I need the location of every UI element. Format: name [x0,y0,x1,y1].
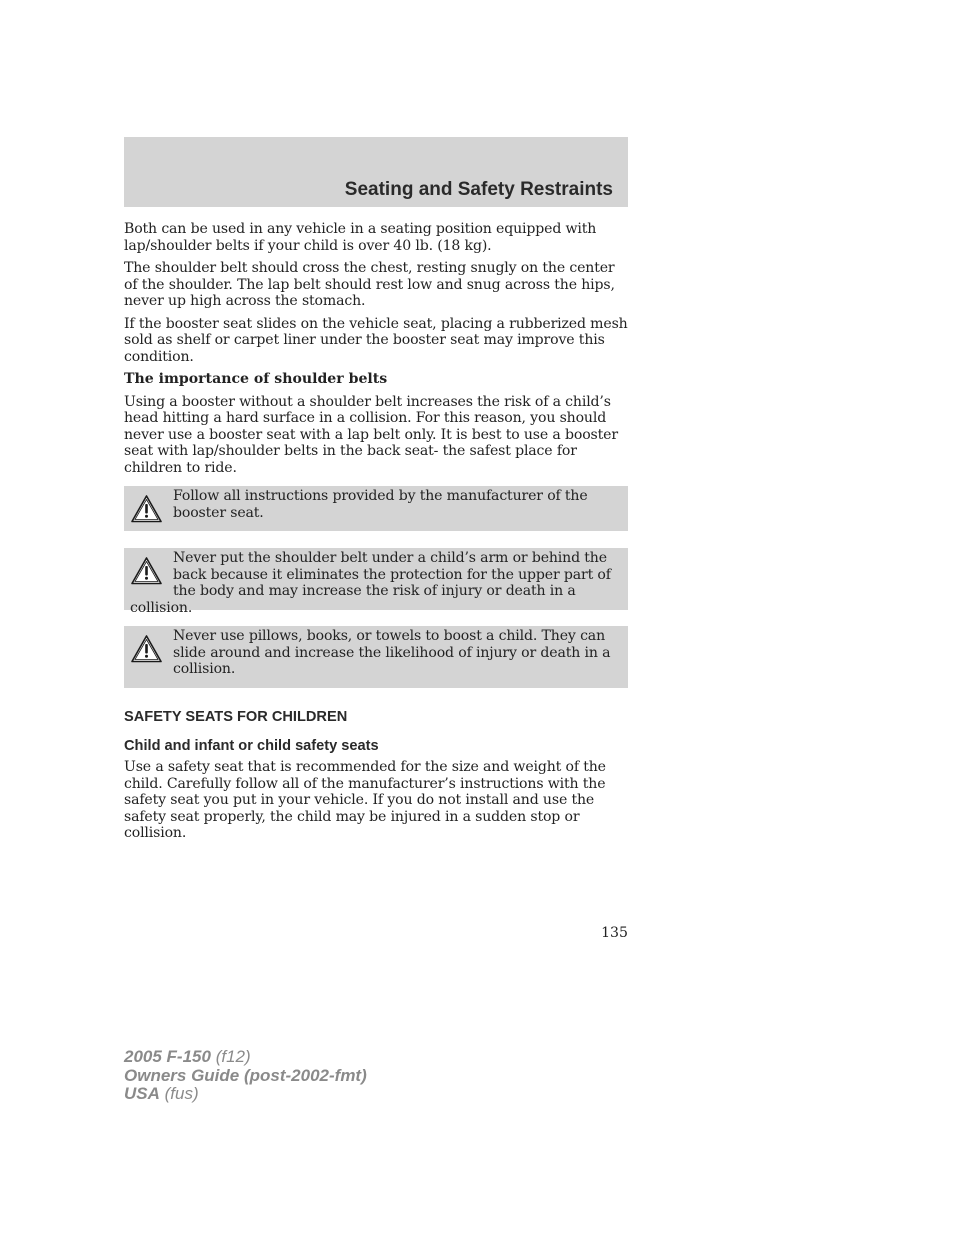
warning-text: Never put the shoulder belt under a child’s arm or behind the back because it eliminates the protection for the upper part of the body and may increase the risk of injury or death in a collision. [130,550,611,616]
paragraph-shoulder-belt-position: The shoulder belt should cross the chest, resting snugly on the center of the shoulder. The lap belt should rest low and snug across the hips, never up high across the stomach. [124,260,615,309]
paragraph-booster-slides: If the booster seat slides on the vehicle seat, placing a rubberized mesh sold as shelf or carpet liner under the booster seat may improve this condition. [124,315,628,365]
warning-box [124,626,628,688]
footer-line-market [124,1085,367,1104]
warning-triangle-icon [130,556,163,586]
warning-text: Never use pillows, books, or towels to boost a child. They can slide around and increase the likelihood of injury or death in a collision. [173,628,611,677]
chapter-title: Seating and Safety Restraints [344,179,613,200]
section-heading: SAFETY SEATS FOR CHILDREN [124,709,348,725]
paragraph-lap-shoulder-belts: Both can be used in any vehicle in a seating position equipped with lap/shoulder belts if your child is over 40 lb. (18 kg). [124,221,597,254]
footer-line-model [124,1048,367,1067]
footer-guide: Owners Guide (post-2002-fmt) [124,1065,367,1085]
paragraph-safety-seat: Use a safety seat that is recommended for the size and weight of the child. Carefully follow all of the manufacturer’s instructions with the safety seat you put in your vehicle. If you do not install and use the safety seat properly, the child may be injured in a sudden stop or collision. [124,759,606,841]
warning-triangle-icon [130,634,163,664]
heading-importance-of-shoulder-belts: The importance of shoulder belts [124,371,388,387]
page-number: 135 [601,925,628,941]
warning-box [124,548,628,616]
footer-market: USA [124,1084,160,1103]
footer-line-guide [124,1067,367,1086]
warning-text: Follow all instructions provided by the manufacturer of the booster seat. [173,488,588,521]
chapter-header-band [124,137,628,207]
warning-triangle-icon [130,494,163,524]
subsection-heading: Child and infant or child safety seats [124,738,379,754]
page-content [124,221,632,848]
warning-box [124,486,628,531]
document-footer [124,1048,367,1104]
footer-market-code: (fus) [164,1084,199,1103]
footer-model-code: (f12) [215,1047,251,1066]
paragraph-booster-without-shoulder-belt: Using a booster without a shoulder belt increases the risk of a child’s head hitting a hard surface in a collision. For this reason, you should never use a booster seat with a lap belt only. It is best to use a booster seat with lap/shoulder belts in the back seat- the safest place for children to ride. [124,393,618,476]
footer-model: 2005 F-150 [124,1047,211,1066]
